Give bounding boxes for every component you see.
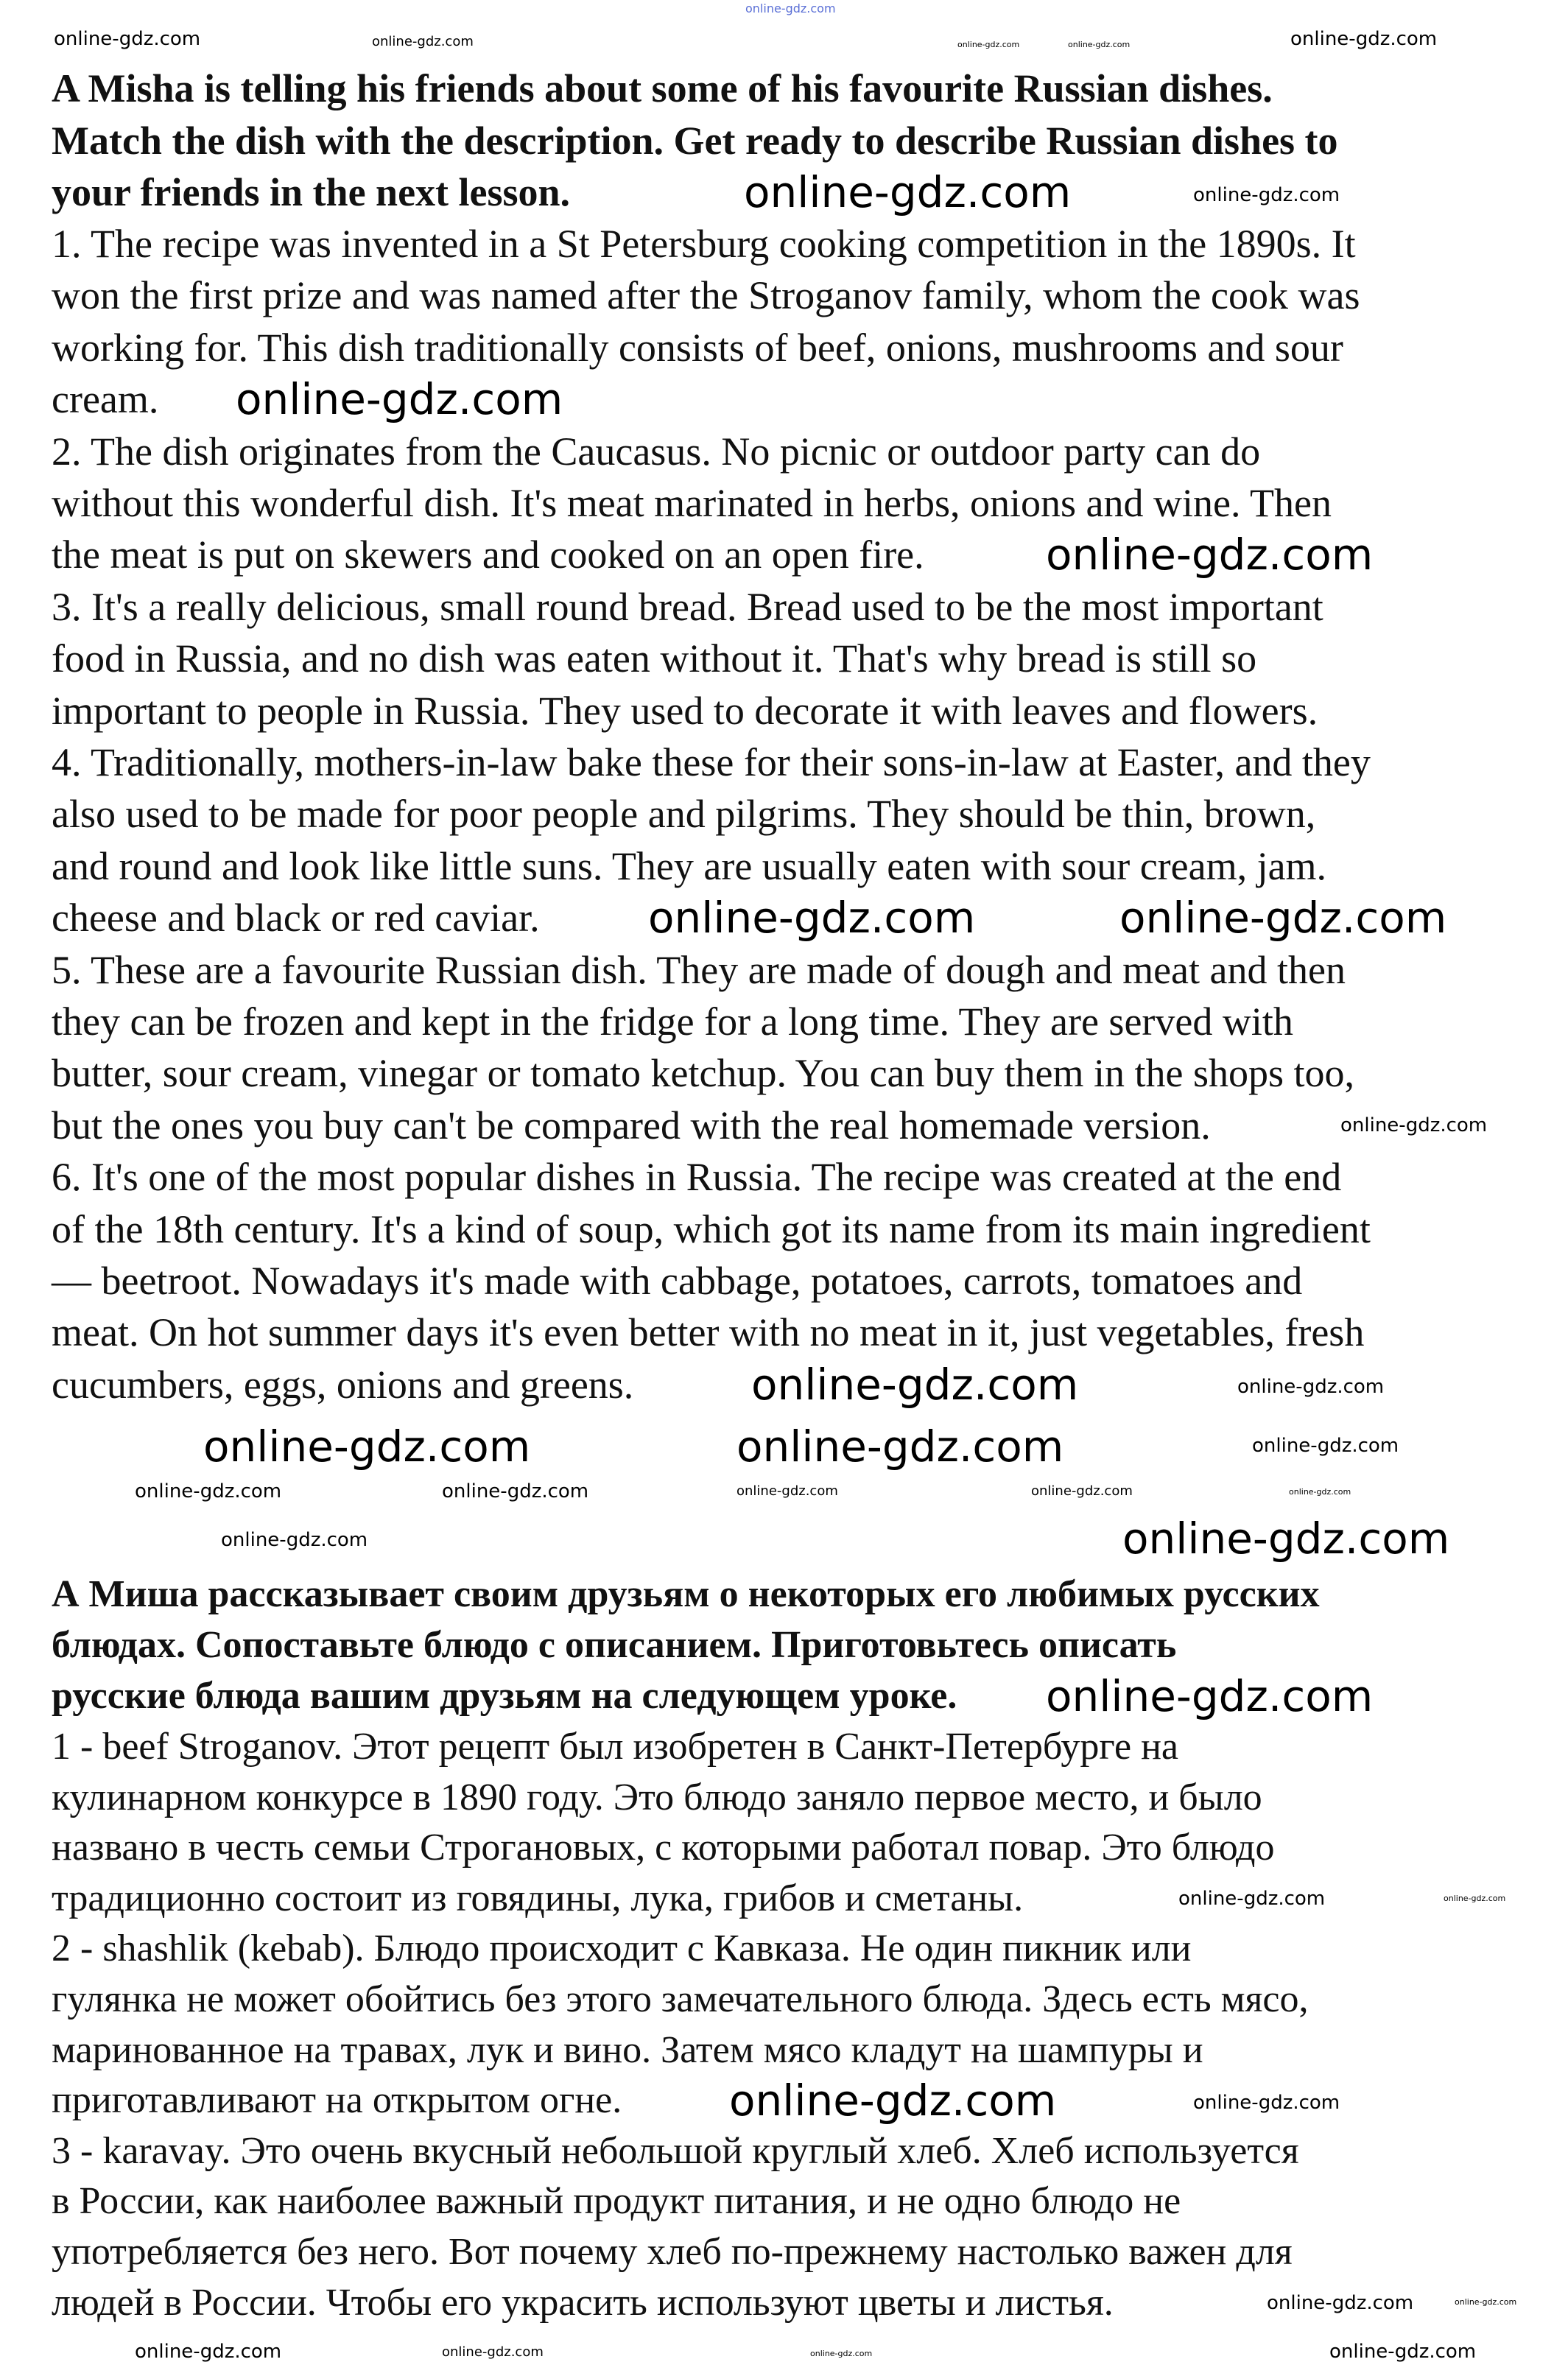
body-line: meat. On hot summer days it's even better with no meat in it, just vegetables, fresh [52, 1310, 1365, 1355]
watermark: online-gdz.com [1046, 530, 1374, 580]
body-line: людей в России. Чтобы его украсить используют цветы и листья. [52, 2281, 1114, 2324]
watermark: online-gdz.com [1178, 1888, 1326, 1910]
body-line: of the 18th century. It's a kind of soup, which got its name from its main ingredient [52, 1206, 1371, 1251]
watermark: online-gdz.com [1119, 893, 1447, 943]
body-line: 3 - karavay. Это очень вкусный небольшой круглый хлеб. Хлеб используется [52, 2129, 1299, 2172]
body-line: 1. The recipe was invented in a St Petersburg cooking competition in the 1890s. It [52, 222, 1356, 266]
body-line: they can be frozen and kept in the fridge for a long time. They are served with [52, 999, 1293, 1044]
body-line: кулинарном конкурсе в 1890 году. Это блюдо заняло первое место, и было [52, 1776, 1262, 1818]
watermark: online-gdz.com [1252, 1435, 1399, 1457]
watermark: online-gdz.com [135, 1480, 282, 1502]
watermark: online-gdz.com [372, 34, 474, 49]
watermark: online-gdz.com [1122, 1514, 1450, 1564]
body-line: important to people in Russia. They used to decorate it with leaves and flowers. [52, 688, 1318, 733]
body-line: 4. Traditionally, mothers-in-law bake these for their sons-in-law at Easter, and they [52, 740, 1371, 784]
body-line: working for. This dish traditionally consists of beef, onions, mushrooms and sour [52, 325, 1343, 370]
heading-line: русские блюда вашим друзьям на следующем уроке. [52, 1675, 957, 1717]
body-line: маринованное на травах, лук и вино. Затем мясо кладут на шампуры и [52, 2028, 1203, 2071]
watermark: online-gdz.com [1444, 1894, 1506, 1903]
watermark: online-gdz.com [1340, 1114, 1488, 1136]
heading-line: А Миша рассказывает своим друзьям о некоторых его любимых русских [52, 1573, 1320, 1615]
body-line: also used to be made for poor people and pilgrims. They should be thin, brown, [52, 792, 1316, 837]
body-line: приготавливают на открытом огне. [52, 2079, 622, 2122]
body-line: cheese and black or red caviar. [52, 896, 540, 941]
body-line: 1 - beef Stroganov. Этот рецепт был изобретен в Санкт-Петербурге на [52, 1726, 1179, 1768]
body-line: в России, как наиболее важный продукт питания, и не одно блюдо не [52, 2180, 1181, 2223]
watermark: online-gdz.com [1455, 2297, 1517, 2307]
watermark: online-gdz.com [1193, 184, 1340, 206]
body-line: without this wonderful dish. It's meat marinated in herbs, onions and wine. Then [52, 481, 1332, 525]
watermark: online-gdz.com [236, 374, 563, 424]
watermark: online-gdz.com [729, 2076, 1057, 2126]
watermark: online-gdz.com [745, 1, 836, 15]
body-line: 3. It's a really delicious, small round bread. Bread used to be the most important [52, 584, 1323, 629]
body-line: названо в честь семьи Строгановых, с которыми работал повар. Это блюдо [52, 1827, 1275, 1869]
body-line: butter, sour cream, vinegar or tomato ketchup. You can buy them in the shops too, [52, 1051, 1355, 1096]
watermark: online-gdz.com [1267, 2292, 1414, 2314]
watermark: online-gdz.com [1289, 1487, 1351, 1497]
watermark: online-gdz.com [442, 2344, 544, 2360]
watermark: online-gdz.com [1193, 2092, 1340, 2114]
body-line: cream. [52, 377, 159, 422]
watermark: online-gdz.com [957, 40, 1020, 49]
watermark: online-gdz.com [54, 28, 201, 50]
watermark: online-gdz.com [1068, 40, 1131, 49]
watermark: online-gdz.com [744, 167, 1072, 217]
body-line: — beetroot. Nowadays it's made with cabbage, potatoes, carrots, tomatoes and [52, 1259, 1303, 1303]
body-line: 2. The dish originates from the Caucasus. No picnic or outdoor party can do [52, 429, 1261, 474]
watermark: online-gdz.com [442, 1480, 589, 1502]
watermark: online-gdz.com [736, 1421, 1064, 1472]
watermark: online-gdz.com [221, 1529, 368, 1551]
watermark: online-gdz.com [1237, 1376, 1385, 1398]
body-line: 5. These are a favourite Russian dish. They are made of dough and meat and then [52, 947, 1346, 992]
watermark: online-gdz.com [1031, 1483, 1133, 1499]
watermark: online-gdz.com [1329, 2341, 1477, 2363]
watermark: online-gdz.com [751, 1360, 1079, 1410]
watermark: online-gdz.com [810, 2349, 873, 2358]
body-line: the meat is put on skewers and cooked on an open fire. [52, 533, 924, 577]
body-line: cucumbers, eggs, onions and greens. [52, 1362, 634, 1407]
body-line: 2 - shashlik (kebab). Блюдо происходит с Кавказа. Не один пикник или [52, 1927, 1192, 1970]
heading-line: A Misha is telling his friends about some of his favourite Russian dishes. [52, 66, 1273, 110]
watermark: online-gdz.com [1046, 1671, 1374, 1721]
watermark: online-gdz.com [736, 1483, 838, 1499]
body-line: 6. It's one of the most popular dishes in Russia. The recipe was created at the end [52, 1155, 1342, 1200]
heading-line: your friends in the next lesson. [52, 170, 571, 214]
body-line: гулянка не может обойтись без этого замечательного блюда. Здесь есть мясо, [52, 1978, 1309, 2020]
watermark: online-gdz.com [1290, 28, 1438, 50]
body-line: food in Russia, and no dish was eaten without it. That's why bread is still so [52, 636, 1257, 681]
body-line: употребляется без него. Вот почему хлеб по-прежнему настолько важен для [52, 2231, 1293, 2273]
body-line: but the ones you buy can't be compared with the real homemade version. [52, 1103, 1211, 1147]
heading-line: Match the dish with the description. Get ready to describe Russian dishes to [52, 119, 1338, 163]
body-line: won the first prize and was named after the Stroganov family, whom the cook was [52, 273, 1360, 318]
watermark: online-gdz.com [648, 893, 976, 943]
body-line: and round and look like little suns. They are usually eaten with sour cream, jam. [52, 843, 1327, 888]
watermark: online-gdz.com [203, 1421, 531, 1472]
watermark: online-gdz.com [135, 2341, 282, 2363]
body-line: традиционно состоит из говядины, лука, грибов и сметаны. [52, 1877, 1024, 1919]
heading-line: блюдах. Сопоставьте блюдо с описанием. Приготовьтесь описать [52, 1624, 1177, 1666]
